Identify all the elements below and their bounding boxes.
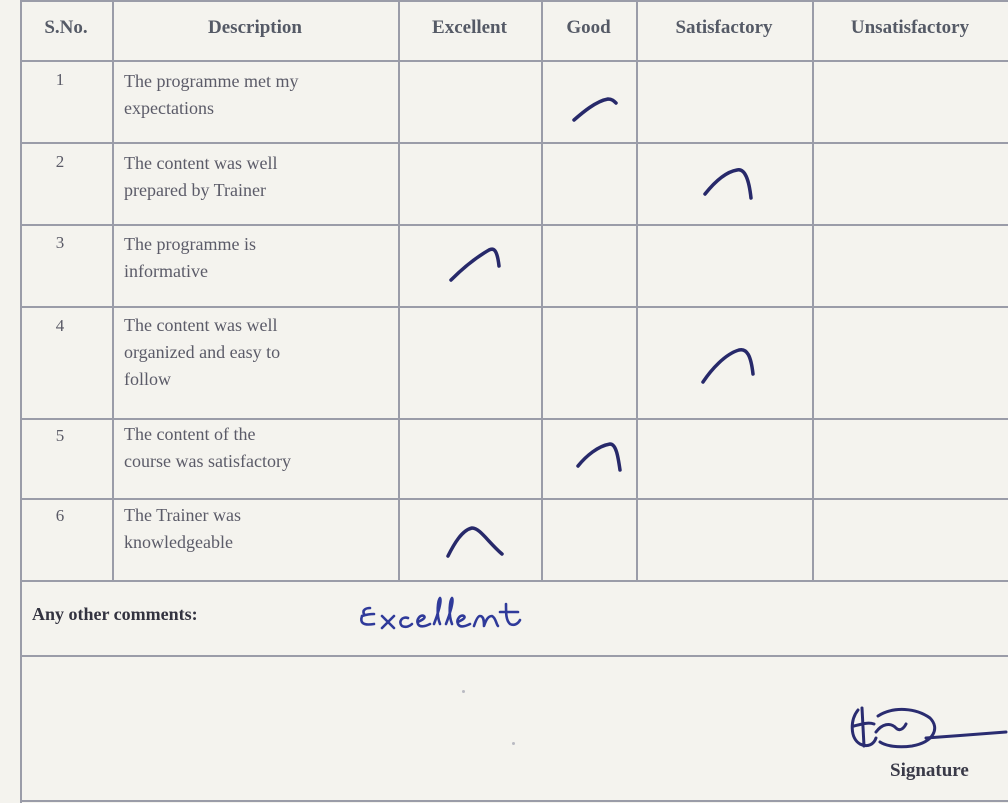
table-border	[398, 0, 400, 580]
scan-speck	[512, 742, 515, 745]
tick-mark-icon	[695, 158, 765, 208]
scan-speck	[462, 690, 465, 693]
table-border	[112, 0, 114, 580]
row-description-line: organized and easy to	[124, 342, 281, 362]
table-border	[20, 306, 1008, 308]
row-description-line: The programme met my	[124, 71, 299, 91]
header-satisfactory: Satisfactory	[675, 17, 773, 38]
row-description-line: expectations	[124, 98, 214, 118]
header-good: Good	[566, 17, 611, 38]
table-border	[20, 0, 22, 803]
row-description	[124, 231, 396, 285]
signature-label: Signature	[890, 760, 969, 781]
row-description-line: knowledgeable	[124, 532, 233, 552]
tick-mark-icon	[695, 340, 765, 390]
table-border	[20, 224, 1008, 226]
row-number: 6	[55, 506, 65, 525]
table-border	[20, 655, 1008, 657]
row-description-line: The programme is	[124, 234, 256, 254]
table-border	[20, 800, 1008, 802]
row-description-line: The content was well	[124, 153, 278, 173]
tick-mark-icon	[440, 516, 510, 566]
row-description-line: The Trainer was	[124, 505, 241, 525]
comments-label: Any other comments:	[32, 604, 198, 624]
table-border	[812, 0, 814, 580]
table-border	[20, 498, 1008, 500]
table-border	[636, 0, 638, 580]
tick-mark-icon	[570, 432, 640, 482]
tick-mark-icon	[562, 85, 632, 135]
signature-mark	[842, 698, 1008, 760]
row-description-line: follow	[124, 369, 171, 389]
table-border	[20, 60, 1008, 62]
table-border	[541, 0, 543, 580]
row-description-line: The content was well	[124, 315, 278, 335]
table-border	[20, 418, 1008, 420]
table-border	[20, 0, 1008, 2]
tick-mark-icon	[443, 240, 513, 290]
handwritten-comment	[356, 590, 556, 640]
row-description	[124, 312, 396, 393]
row-description	[124, 68, 396, 122]
row-number: 5	[55, 426, 65, 445]
table-border	[20, 142, 1008, 144]
header-sno: S.No.	[44, 17, 88, 38]
row-description	[124, 150, 396, 204]
header-excellent: Excellent	[432, 17, 507, 38]
row-description-line: course was satisfactory	[124, 451, 291, 471]
row-description	[124, 421, 396, 475]
row-number: 1	[55, 70, 65, 89]
header-description: Description	[208, 17, 302, 38]
row-number: 4	[55, 316, 65, 335]
row-number: 3	[55, 233, 65, 252]
row-description	[124, 502, 396, 556]
row-description-line: prepared by Trainer	[124, 180, 266, 200]
row-description-line: informative	[124, 261, 208, 281]
row-description-line: The content of the	[124, 424, 256, 444]
row-number: 2	[55, 152, 65, 171]
header-unsatisfactory: Unsatisfactory	[850, 17, 970, 38]
table-border	[20, 580, 1008, 582]
